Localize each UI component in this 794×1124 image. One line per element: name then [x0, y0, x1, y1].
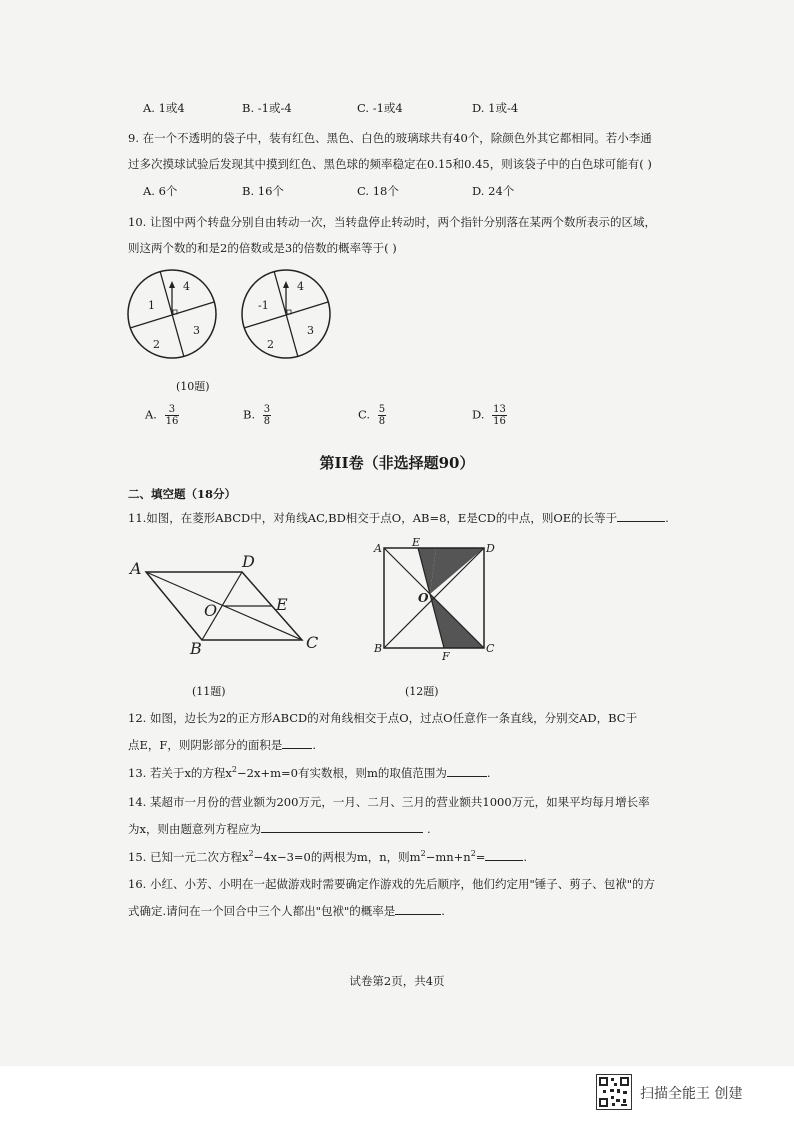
- q11-label-c: C: [306, 633, 319, 652]
- q10-option-b-label: B.: [243, 407, 256, 422]
- q10-line-1: 10. 让图中两个转盘分别自由转动一次，当转盘停止转动时，两个指针分别落在某两个数所表示的区域，: [128, 215, 656, 229]
- q12-label-a: A: [374, 542, 382, 555]
- q12-caption: (12题): [405, 685, 439, 698]
- q8-option-d: D. 1或-4: [472, 101, 519, 115]
- q11-text-content: 11.如图，在菱形ABCD中，对角线AC,BD相交于点O，AB=8，E是CD的中点，则OE的长等于: [128, 511, 618, 525]
- q13-end-mark: .: [486, 766, 491, 780]
- q14-line-1: 14. 某超市一月份的营业额为200万元，一月、二月、三月的营业额共1000万元，如果平均每月增长率: [128, 795, 650, 809]
- q10-option-b-fraction: [263, 404, 271, 427]
- q12-shaded-upper-right: [430, 548, 484, 594]
- q13-sup: 2: [231, 765, 238, 775]
- spinner-2-region-a: -1: [258, 299, 269, 312]
- q12-answer-blank[interactable]: [282, 738, 312, 749]
- q16-line-2-content: 式确定.请问在一个回合中三个人都出"包袱"的概率是: [128, 904, 396, 918]
- q9-option-d: D. 24个: [472, 184, 515, 198]
- spinner-2-region-b: 4: [297, 280, 304, 293]
- q12-label-o: O: [418, 591, 429, 605]
- q12-line-2-content: 点E，F，则阴影部分的面积是: [128, 738, 283, 752]
- q11-label-e: E: [276, 595, 288, 614]
- spinner-1-region-c: 2: [153, 338, 160, 351]
- q15-pre: 15. 已知一元二次方程x: [128, 850, 249, 864]
- page-footer: 试卷第2页，共4页: [349, 974, 445, 988]
- q10-option-b: [243, 404, 271, 427]
- q15-mid: −4x−3=0的两根为m，n，则m: [253, 850, 421, 864]
- q12-label-d: D: [486, 542, 495, 555]
- q11-label-o: O: [204, 601, 218, 620]
- qr-code-icon: [596, 1074, 632, 1110]
- q12-label-f: F: [442, 650, 450, 662]
- q10-option-d-fraction: [492, 404, 507, 427]
- q11-caption: (11题): [192, 685, 226, 698]
- q9-option-a: A. 6个: [143, 184, 178, 198]
- q9-option-b: B. 16个: [242, 184, 284, 198]
- spinner-1: [128, 270, 216, 358]
- section-title: 第II卷（非选择题90）: [319, 454, 475, 472]
- scanner-watermark: 扫描全能王 创建: [640, 1086, 743, 1102]
- q10-option-a-fraction: [165, 404, 180, 427]
- q16-line-1: 16. 小红、小芳、小明在一起做游戏时需要确定作游戏的先后顺序，他们约定用"锤子、剪子、包袱"的方: [128, 877, 656, 891]
- q10-option-c-denominator: 8: [378, 416, 386, 427]
- q11-rhombus-figure: [124, 548, 334, 660]
- q12-label-e: E: [412, 538, 421, 549]
- q8-option-b: B. -1或-4: [242, 101, 292, 115]
- q13-text: [128, 765, 491, 781]
- q12-line-1: 12. 如图，边长为2的正方形ABCD的对角线相交于点O，过点O任意作一条直线，分别交AD，BC于: [128, 711, 638, 725]
- q14-answer-blank[interactable]: [261, 822, 423, 833]
- q10-option-a-denominator: 16: [165, 416, 179, 427]
- q15-text: [128, 849, 527, 865]
- q15-answer-blank[interactable]: [485, 850, 523, 861]
- q10-option-d-denominator: 16: [493, 416, 506, 427]
- q10-option-a-numerator: 3: [165, 404, 180, 416]
- q14-line-2-content: 为x，则由题意列方程应为: [128, 822, 261, 836]
- q9-line-2: 过多次摸球试验后发现其中摸到红色、黑色球的频率稳定在0.15和0.45，则该袋子中的白色球可能有( ): [128, 157, 652, 171]
- q12-line-2: [128, 737, 316, 753]
- q12-square-figure: [370, 538, 500, 662]
- q14-end-mark: .: [426, 822, 431, 836]
- q10-option-c-label: C.: [358, 407, 371, 422]
- q11-label-b: B: [190, 639, 202, 658]
- q8-option-a: A. 1或4: [143, 101, 185, 115]
- q10-option-b-denominator: 8: [263, 416, 271, 427]
- q16-line-2: [128, 903, 445, 919]
- q9-line-1: 9. 在一个不透明的袋子中，装有红色、黑色、白色的玻璃球共有40个，除颜色外其它都相同。若小李通: [128, 131, 652, 145]
- q15-sup-1: 2: [248, 849, 254, 859]
- q11-text: [128, 510, 669, 526]
- q13-pre: 13. 若关于x的方程x: [128, 766, 232, 780]
- spinner-1-region-b: 4: [183, 280, 190, 293]
- spinner-2: [242, 270, 330, 358]
- spinner-2-region-c: 2: [267, 338, 274, 351]
- q15-mid-2: −mn+n: [425, 850, 471, 864]
- q12-label-b: B: [374, 642, 383, 655]
- q15-sup-2: 2: [420, 849, 426, 859]
- spinner-1-region-a: 1: [148, 299, 155, 312]
- q9-option-c: C. 18个: [357, 184, 399, 198]
- q15-post: =: [475, 850, 486, 864]
- q10-option-b-numerator: 3: [263, 404, 271, 415]
- q10-option-a: [145, 404, 179, 427]
- q11-end-mark: .: [665, 511, 669, 525]
- q15-sup-3: 2: [470, 849, 476, 859]
- q10-line-2: 则这两个数的和是2的倍数或是3的倍数的概率等于( ): [128, 241, 397, 255]
- q10-option-a-label: A.: [145, 407, 157, 422]
- q13-answer-blank[interactable]: [447, 766, 487, 777]
- q10-caption: (10题): [176, 380, 210, 393]
- q12-label-c: C: [486, 642, 495, 655]
- q10-option-d: [472, 404, 507, 427]
- part-heading: 二、填空题（18分）: [128, 487, 237, 501]
- q14-line-2: [128, 821, 431, 837]
- q11-label-d: D: [242, 552, 255, 571]
- q11-label-a: A: [130, 559, 142, 578]
- q10-option-c-fraction: [378, 404, 386, 427]
- spinner-1-region-d: 3: [193, 324, 200, 337]
- q11-answer-blank[interactable]: [617, 511, 665, 522]
- spinner-2-region-d: 3: [307, 324, 314, 337]
- q8-option-c: C. -1或4: [357, 101, 403, 115]
- q10-option-d-numerator: 13: [493, 404, 506, 415]
- q10-option-c-numerator: 5: [378, 404, 386, 415]
- q15-end-mark: .: [523, 850, 528, 864]
- q16-end-mark: .: [441, 904, 445, 918]
- q12-end-mark: .: [312, 738, 317, 752]
- q16-answer-blank[interactable]: [395, 904, 441, 915]
- q10-option-c: [358, 404, 386, 427]
- q10-spinners-figure: [120, 262, 350, 372]
- q13-post: −2x+m=0有实数根，则m的取值范围为: [237, 766, 447, 780]
- q10-option-d-label: D.: [472, 407, 485, 422]
